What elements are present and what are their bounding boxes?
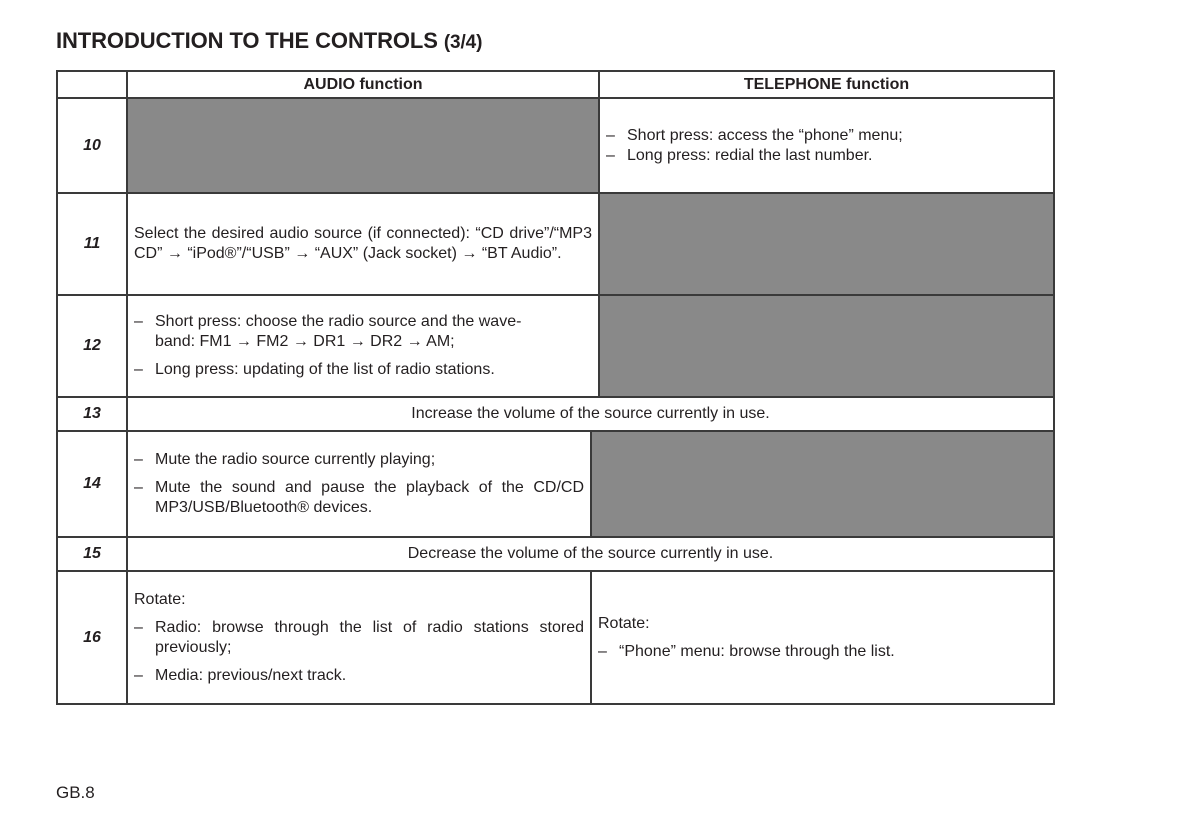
list-item-text: Short press: access the “phone” menu; xyxy=(627,126,903,144)
list-item-text: Long press: redial the last number. xyxy=(627,146,873,164)
list-item xyxy=(134,450,584,470)
row-number: 14 xyxy=(83,475,101,492)
row-number: 10 xyxy=(83,136,101,154)
bullet-dash: – xyxy=(606,126,615,144)
row-12-audio xyxy=(128,296,598,396)
empty-cell xyxy=(592,432,1053,536)
bullet-dash: – xyxy=(134,618,143,636)
list-item xyxy=(134,312,592,352)
title-text: INTRODUCTION TO THE CONTROLS xyxy=(56,28,438,53)
list-item-text: Short press: choose the radio source and the wave-band: FM1 → FM2 → DR1 → DR2 → AM; xyxy=(155,313,522,350)
list-item-text: Mute the sound and pause the playback of the CD/CD MP3/USB/Bluetooth® devices. xyxy=(155,479,584,516)
audio-intro: Rotate: xyxy=(134,590,186,608)
list-item xyxy=(606,126,1047,146)
list-item xyxy=(134,618,584,658)
bullet-dash: – xyxy=(606,146,615,164)
row-number: 12 xyxy=(83,337,101,354)
list-item xyxy=(134,360,592,380)
controls-table xyxy=(56,70,1055,705)
row-11-audio xyxy=(128,194,598,294)
row-number: 15 xyxy=(83,545,101,562)
bullet-dash: – xyxy=(134,479,143,496)
audio-text: Select the desired audio source (if connected): “CD drive”/“MP3 CD” → “iPod®”/“USB” → “AUX” (Jack socket) → “BT Audio”. xyxy=(134,225,592,262)
title-page-indicator: (3/4) xyxy=(443,32,483,53)
list-item xyxy=(134,666,584,686)
list-item-text: “Phone” menu: browse through the list. xyxy=(619,642,895,660)
header-audio: AUDIO function xyxy=(303,75,423,93)
row-13-both: Increase the volume of the source currently in use. xyxy=(411,405,770,422)
bullet-dash: – xyxy=(134,666,143,684)
list-item xyxy=(134,478,584,518)
bullet-dash: – xyxy=(134,451,143,468)
page-number: GB.8 xyxy=(56,783,95,802)
list-item-text: Mute the radio source currently playing; xyxy=(155,451,436,468)
row-10-telephone xyxy=(600,99,1053,192)
list-item-text: Media: previous/next track. xyxy=(155,666,347,684)
list-item xyxy=(606,146,1047,166)
empty-cell xyxy=(600,194,1053,294)
header-telephone: TELEPHONE function xyxy=(743,75,910,93)
list-item xyxy=(598,642,1047,662)
bullet-dash: – xyxy=(134,361,143,378)
row-number: 16 xyxy=(83,628,101,646)
bullet-dash: – xyxy=(598,642,607,660)
row-number: 11 xyxy=(83,235,101,252)
row-number: 13 xyxy=(83,405,101,422)
bullet-dash: – xyxy=(134,313,143,330)
list-item-text: Radio: browse through the list of radio stations stored previously; xyxy=(155,618,584,656)
row-16-audio xyxy=(128,572,590,703)
empty-cell xyxy=(600,296,1053,396)
row-16-telephone xyxy=(592,572,1053,703)
row-14-audio xyxy=(128,432,590,536)
empty-cell xyxy=(128,99,598,192)
row-15-both: Decrease the volume of the source currently in use. xyxy=(407,545,774,562)
page-title xyxy=(56,28,482,54)
list-item-text: Long press: updating of the list of radio stations. xyxy=(155,361,495,378)
telephone-intro: Rotate: xyxy=(598,614,650,632)
